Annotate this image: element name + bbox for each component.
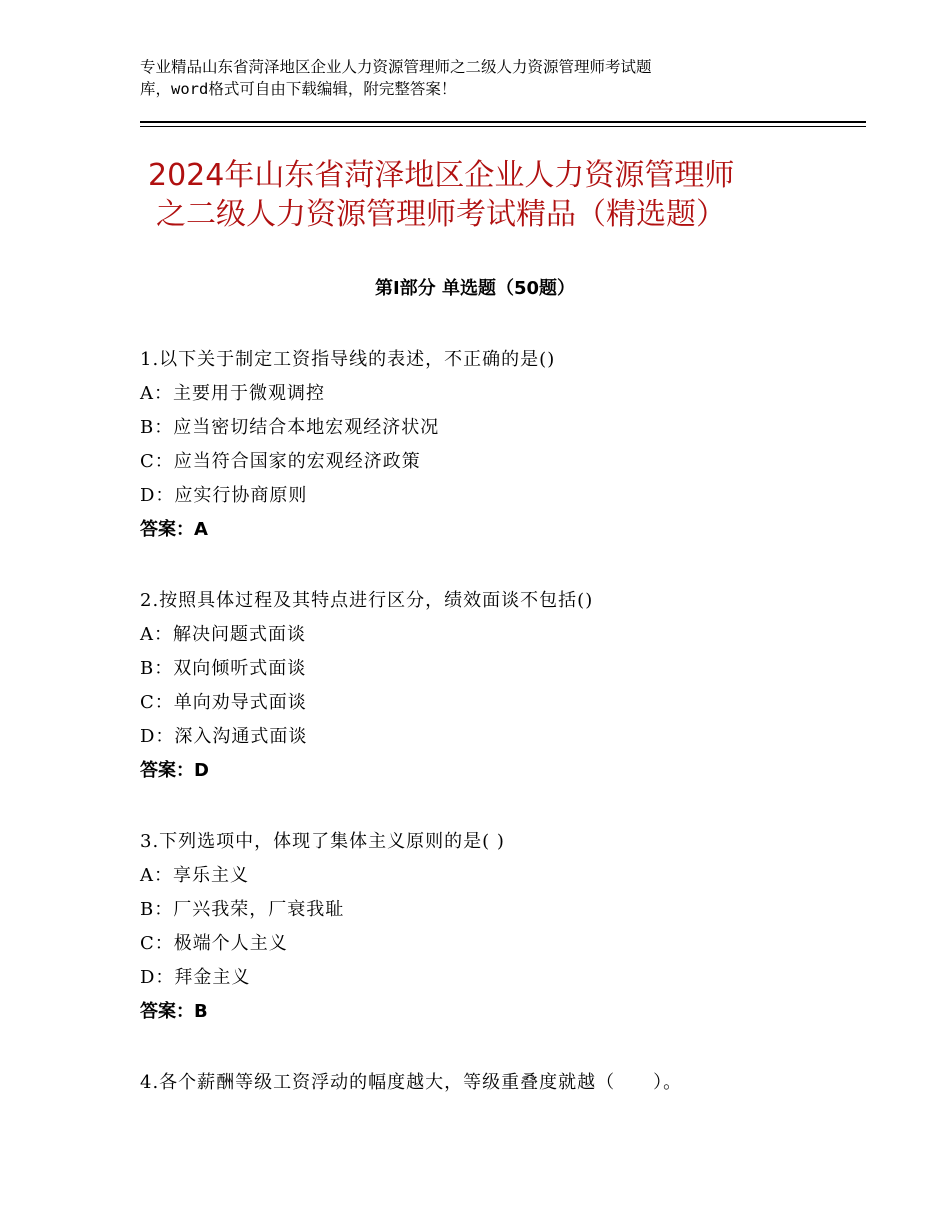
question-stem: 1.以下关于制定工资指导线的表述，不正确的是() (140, 349, 556, 370)
header-note-line-2: 库，word格式可自由下载编辑，附完整答案！ (140, 80, 457, 98)
option-a: A：解决问题式面谈 (140, 624, 306, 645)
question-2 (140, 584, 860, 788)
option-c: C：单向劝导式面谈 (140, 692, 307, 713)
option-c: C：应当符合国家的宏观经济政策 (140, 451, 421, 472)
section-heading: 第Ⅰ部分 单选题（50题） (374, 278, 575, 299)
option-a: A：主要用于微观调控 (140, 383, 325, 404)
answer: 答案：D (140, 760, 209, 781)
header-note-line-1: 专业精品山东省菏泽地区企业人力资源管理师之二级人力资源管理师考试题 (140, 58, 652, 76)
answer: 答案：B (140, 1001, 208, 1022)
answer: 答案：A (140, 519, 208, 540)
question-stem: 3.下列选项中，体现了集体主义原则的是( ) (140, 831, 505, 852)
option-d: D：拜金主义 (140, 967, 251, 988)
question-4 (140, 1066, 860, 1100)
header-note (140, 56, 780, 100)
option-c: C：极端个人主义 (140, 933, 288, 954)
question-3 (140, 825, 860, 1029)
option-b: B：双向倾听式面谈 (140, 658, 307, 679)
question-1 (140, 343, 860, 547)
document-title (140, 156, 828, 234)
header-rule-thick (140, 121, 866, 123)
option-d: D：深入沟通式面谈 (140, 726, 308, 747)
question-stem: 2.按照具体过程及其特点进行区分，绩效面谈不包括() (140, 590, 594, 611)
option-b: B：应当密切结合本地宏观经济状况 (140, 417, 440, 438)
document-title-line-1: 2024年山东省菏泽地区企业人力资源管理师 (148, 158, 735, 193)
document-title-line-2: 之二级人力资源管理师考试精品（精选题） (156, 197, 726, 232)
option-b: B：厂兴我荣，厂衰我耻 (140, 899, 345, 920)
question-list (140, 343, 860, 1137)
header-rule-thin (140, 126, 866, 127)
question-stem: 4.各个薪酬等级工资浮动的幅度越大，等级重叠度就越（ ）。 (140, 1072, 683, 1093)
option-a: A：享乐主义 (140, 865, 249, 886)
option-d: D：应实行协商原则 (140, 485, 308, 506)
